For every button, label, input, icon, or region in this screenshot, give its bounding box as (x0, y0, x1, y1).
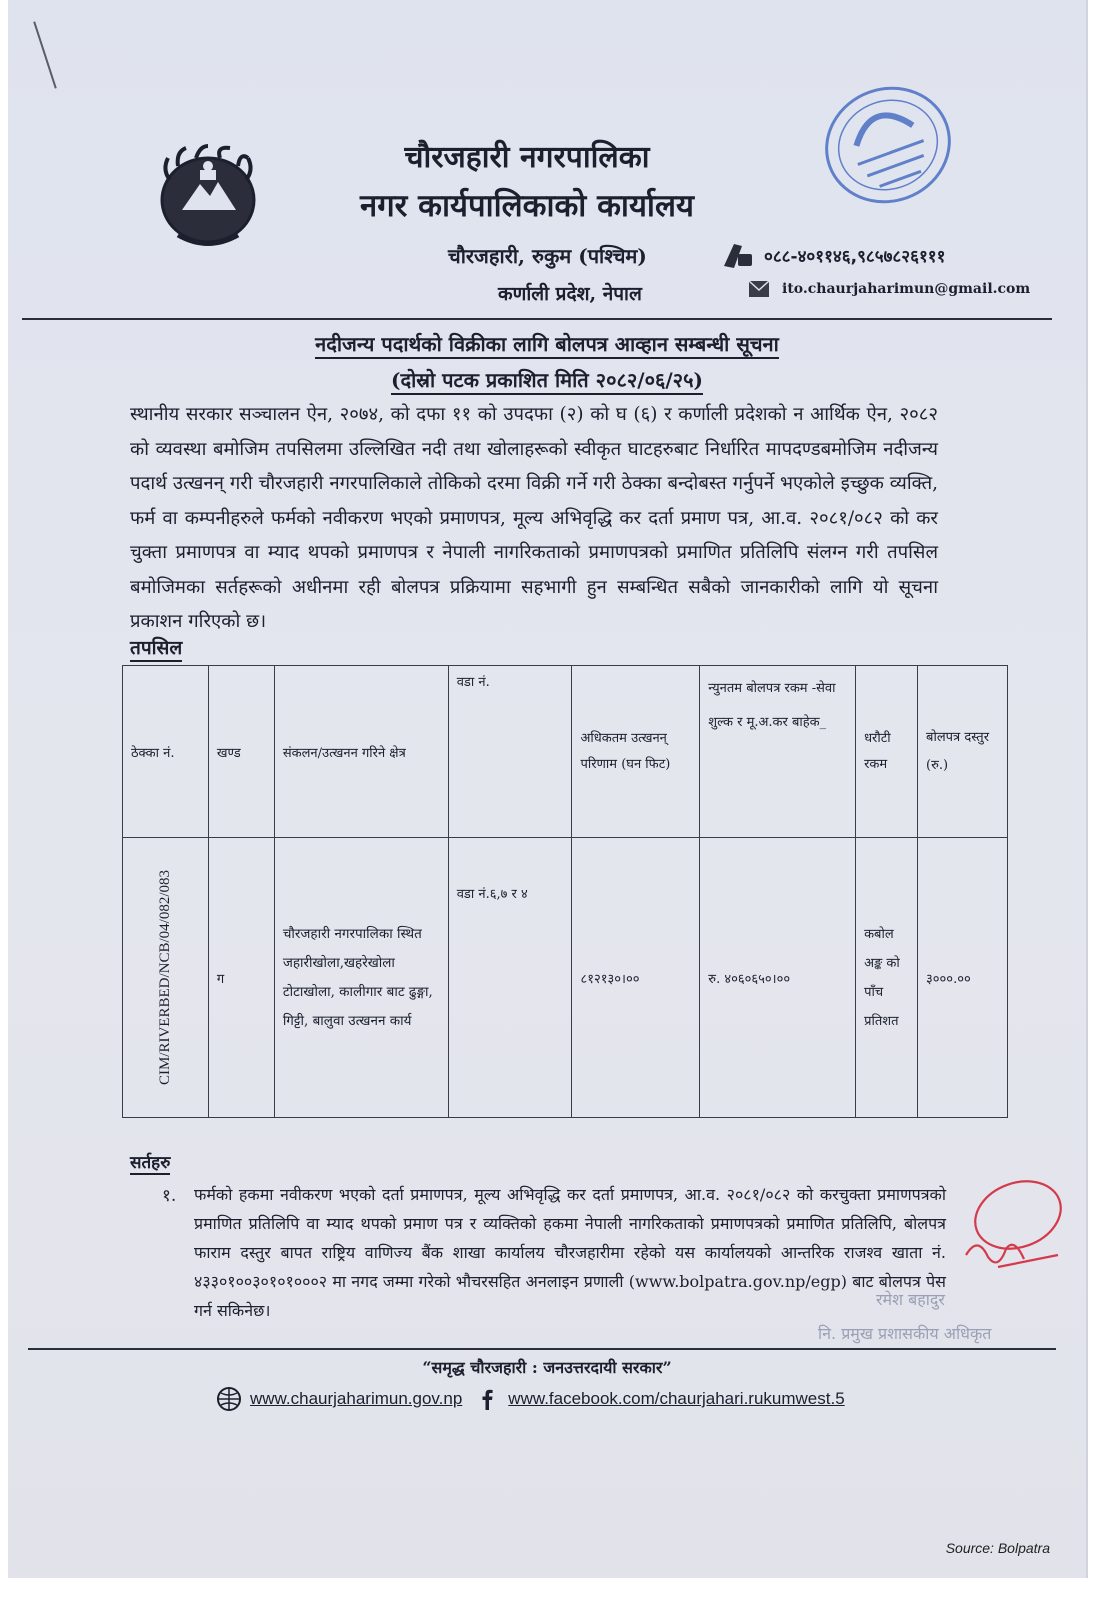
col-max-quantity: अधिकतम उत्खनन् परिणाम (घन फिट) (572, 666, 700, 838)
col-contract-no: ठेक्का नं. (123, 666, 209, 838)
facebook-link[interactable]: www.facebook.com/chaurjahari.rukumwest.5 (508, 1389, 845, 1408)
col-ward: वडा नं. (448, 666, 572, 838)
col-deposit: धरौटी रकम (856, 666, 918, 838)
signatory-title: नि. प्रमुख प्रशासकीय अधिकृत (818, 1324, 992, 1343)
cell-area: चौरजहारी नगरपालिका स्थित जहारीखोला,खहरेखोला टोटाखोला, कालीगार बाट ढुङ्गा, गिट्टी, बालुवा उत्खनन कार्य (274, 838, 448, 1118)
notice-title (8, 330, 1086, 357)
signatory-name: रमेश बहादुर (876, 1290, 945, 1309)
office-stamp-icon (818, 75, 958, 215)
cell-deposit: कबोल अङ्क को पाँच प्रतिशत (856, 838, 918, 1118)
globe-icon (216, 1386, 242, 1412)
address-line-2: कर्णाली प्रदेश, नेपाल (498, 283, 642, 305)
email-icon (748, 280, 770, 298)
signature-icon (948, 1175, 1068, 1305)
municipality-name: चौरजहारी नगरपालिका (404, 140, 650, 175)
telephone-icon (720, 240, 754, 270)
website-link[interactable]: www.chaurjaharimun.gov.np (250, 1389, 463, 1408)
condition-number: १. (162, 1186, 177, 1206)
notice-paper (8, 0, 1086, 1578)
conditions-heading: सर्तहरु (130, 1150, 170, 1175)
footer-links (216, 1386, 845, 1412)
notice-body: स्थानीय सरकार सञ्चालन ऐन, २०७४, को दफा ११ को उपदफा (२) को घ (६) र कर्णाली प्रदेशको न आर्थिक ऐन, २०८२ को व्यवस्था बमोजिम तपसिलमा उल्लिखित नदी तथा खोलाहरूको स्वीकृत घाटहरुबाट निर्धारित मापदण्डबमोजिम नदीजन्य पदार्थ उत्खनन् गरी चौरजहारी नगरपालिकाले तोकिको दरमा विक्री गर्ने गरी ठेक्का बन्दोबस्त गर्नुपर्ने भएकोले इच्छुक व्यक्ति, फर्म वा कम्पनीहरुले फर्मको नवीकरण भएको प्रमाणपत्र, मूल्य अभिवृद्धि कर दर्ता प्रमाण पत्र, आ.व. २०८१/०८२ को कर चुक्ता प्रमाणपत्र वा म्याद थपको प्रमाणपत्र र नेपाली नागरिकताको प्रमाणपत्रको प्रमाणित प्रतिलिपि संलग्न गरी तपसिल बमोजिमका सर्तहरूको अधीनमा रही बोलपत्र प्रक्रियामा सहभागी हुन सम्बन्धित सबैको जानकारीको लागि यो सूचना प्रकाशन गरिएको छ। (130, 404, 938, 632)
col-min-bid: न्युनतम बोलपत्र रकम -सेवा शुल्क र मू.अ.कर बाहेक_ (700, 666, 856, 838)
email-contact (748, 280, 1030, 298)
pen-mark (33, 21, 57, 88)
contract-no-text: CIM/RIVERBED/NCB/04/082/083 (156, 869, 173, 1086)
cell-fee: ३०००.०० (918, 838, 1008, 1118)
col-fee: बोलपत्र दस्तुर (रु.) (918, 666, 1008, 838)
cell-min-bid: रु. ४०६०६५०।०० (700, 838, 856, 1118)
address-line-1: चौरजहारी, रुकुम (पश्चिम) (448, 244, 647, 268)
cell-max-quantity: ८१२१३०।०० (572, 838, 700, 1118)
contract-table (122, 665, 1008, 1118)
office-name: नगर कार्यपालिकाको कार्यालय (360, 188, 694, 224)
cell-ward: वडा नं.६,७ र ४ (448, 838, 572, 1118)
facebook-icon (474, 1386, 500, 1412)
footer-divider (28, 1348, 1056, 1350)
notice-title-text: नदीजन्य पदार्थको विक्रीका लागि बोलपत्र आव्हान सम्बन्धी सूचना (315, 332, 779, 359)
email-address: ito.chaurjaharimun@gmail.com (782, 281, 1031, 297)
footer-slogan: “समृद्ध चौरजहारी : जनउत्तरदायी सरकार” (422, 1358, 672, 1377)
phone-contact (720, 240, 945, 270)
table-header-row (123, 666, 1008, 838)
cell-block: ग (208, 838, 274, 1118)
notice-subtitle (8, 366, 1086, 393)
phone-number: ०८८-४०११४६,९८५७८२६१११ (764, 246, 946, 267)
table-row (123, 838, 1008, 1118)
notice-subtitle-text: (दोस्रो पटक प्रकाशित मिति २०८२/०६/२५) (391, 368, 703, 395)
schedule-heading: तपसिल (130, 634, 182, 662)
header-divider (22, 318, 1052, 320)
col-block: खण्ड (208, 666, 274, 838)
cell-contract-no (123, 838, 209, 1118)
source-credit: Source: Bolpatra (945, 1540, 1050, 1556)
condition-text: फर्मको हकमा नवीकरण भएको दर्ता प्रमाणपत्र, मूल्य अभिवृद्धि कर दर्ता प्रमाणपत्र, आ.व. २०८१/०८२ को करचुक्ता प्रमाणपत्रको प्रमाणित प्रतिलिपि वा म्याद थपको प्रमाण पत्र र व्यक्तिको हकमा नेपाली नागरिकताको प्रमाणपत्रको प्रमाणित प्रतिलिपि, बोलपत्र फाराम दस्तुर बापत राष्ट्रिय वाणिज्य बैंक शाखा कार्यालय चौरजहारीमा रहेको यस कार्यालयको आन्तरिक राजश्व खाता नं. ४३३०१००३०१०१०००२ मा नगद जम्मा गरेको भौचरसहित अनलाइन प्रणाली (www.bolpatra.gov.np/egp) बाट बोलपत्र पेस गर्न सकिनेछ। (194, 1185, 946, 1320)
col-area: संकलन/उत्खनन गरिने क्षेत्र (274, 666, 448, 838)
